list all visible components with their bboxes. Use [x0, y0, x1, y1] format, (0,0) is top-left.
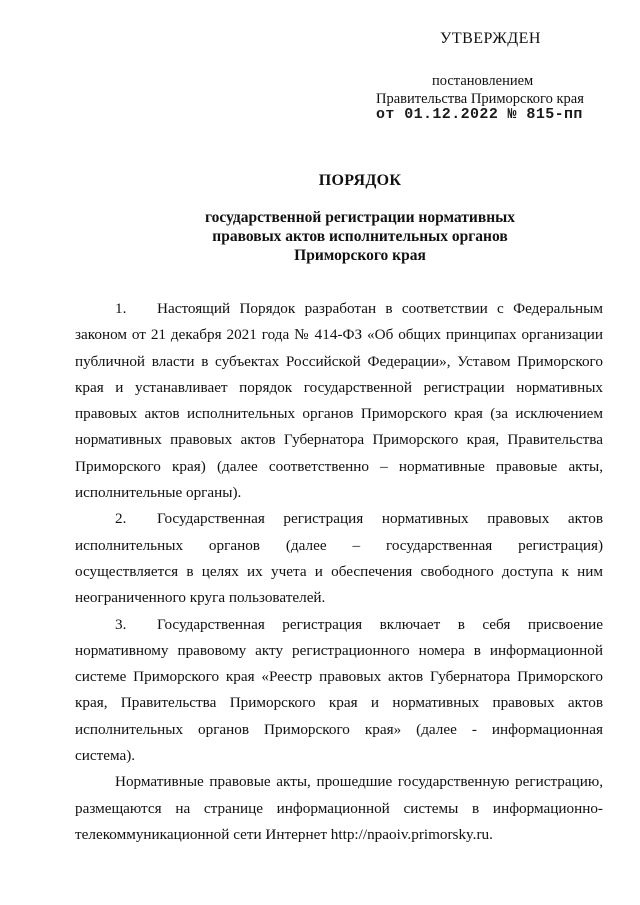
paragraph-line: края и устанавливает порядок государственной регистрации нормативных	[75, 378, 603, 396]
paragraph-line: Нормативные правовые акты, прошедшие государственную регистрацию,	[115, 773, 603, 791]
paragraph-line: нормативному правовому акту регистрационного номера в информационной	[75, 641, 603, 659]
paragraph-line: системе Приморского края «Реестр правовых актов Губернатора Приморского	[75, 668, 603, 686]
document-title: ПОРЯДОК	[318, 172, 402, 189]
paragraph-2	[75, 506, 603, 611]
paragraph-line: система).	[75, 747, 136, 765]
paragraph-number: 1.	[115, 300, 127, 317]
resolution-line-1: постановлением	[432, 73, 534, 89]
paragraph-3	[75, 612, 603, 770]
paragraph-line: исполнительные органы).	[75, 484, 242, 502]
paragraph-4	[75, 769, 603, 848]
paragraph-line: законом от 21 декабря 2021 года № 414-ФЗ «Об общих принципах организации	[75, 326, 603, 344]
paragraph-line: размещаются на странице информационной системы в информационно-	[75, 799, 603, 817]
paragraph-line: исполнительных органов (далее – государственная регистрация)	[75, 536, 603, 554]
paragraph-line: телекоммуникационной сети Интернет http://npaoiv.primorsky.ru.	[75, 825, 493, 843]
resolution-line-2: Правительства Приморского края	[376, 91, 584, 107]
paragraph-line: неограниченного круга пользователей.	[75, 589, 326, 607]
paragraph-line: 2. Государственная регистрация нормативных правовых актов	[75, 506, 603, 532]
approved-label: УТВЕРЖДЕН	[440, 30, 541, 47]
paragraph-line: исполнительных органов Приморского края» (далее - информационная	[75, 720, 603, 738]
paragraph-line: осуществляется в целях их учета и обеспечения свободного доступа к ним	[75, 562, 603, 580]
paragraph-line: 3. Государственная регистрация включает в себя присвоение	[75, 612, 603, 638]
paragraph-number: 3.	[115, 615, 127, 633]
paragraph-line: 1. Настоящий Порядок разработан в соответствии с Федеральным	[75, 296, 603, 322]
resolution-reference	[376, 72, 608, 108]
document-subtitle	[150, 208, 570, 265]
subtitle-line: Приморского края	[294, 247, 426, 264]
subtitle-line: государственной регистрации нормативных	[205, 209, 515, 226]
paragraph-1	[75, 296, 603, 506]
paragraph-line: публичной власти в субъектах Российской Федерации», Уставом Приморского	[75, 352, 603, 370]
paragraph-number: 2.	[115, 510, 127, 528]
subtitle-line: правовых актов исполнительных органов	[212, 228, 508, 245]
paragraph-line: нормативных правовых актов Губернатора Приморского края, Правительства	[75, 431, 603, 449]
registration-stamp: от 01.12.2022 № 815-пп	[376, 106, 583, 123]
paragraph-line: Приморского края) (далее соответственно – нормативные правовые акты,	[75, 457, 603, 475]
paragraph-line: правовых актов исполнительных органов Приморского края (за исключением	[75, 405, 603, 423]
paragraph-line: края, Правительства Приморского края и нормативных правовых актов	[75, 694, 603, 712]
document-body	[75, 296, 603, 848]
